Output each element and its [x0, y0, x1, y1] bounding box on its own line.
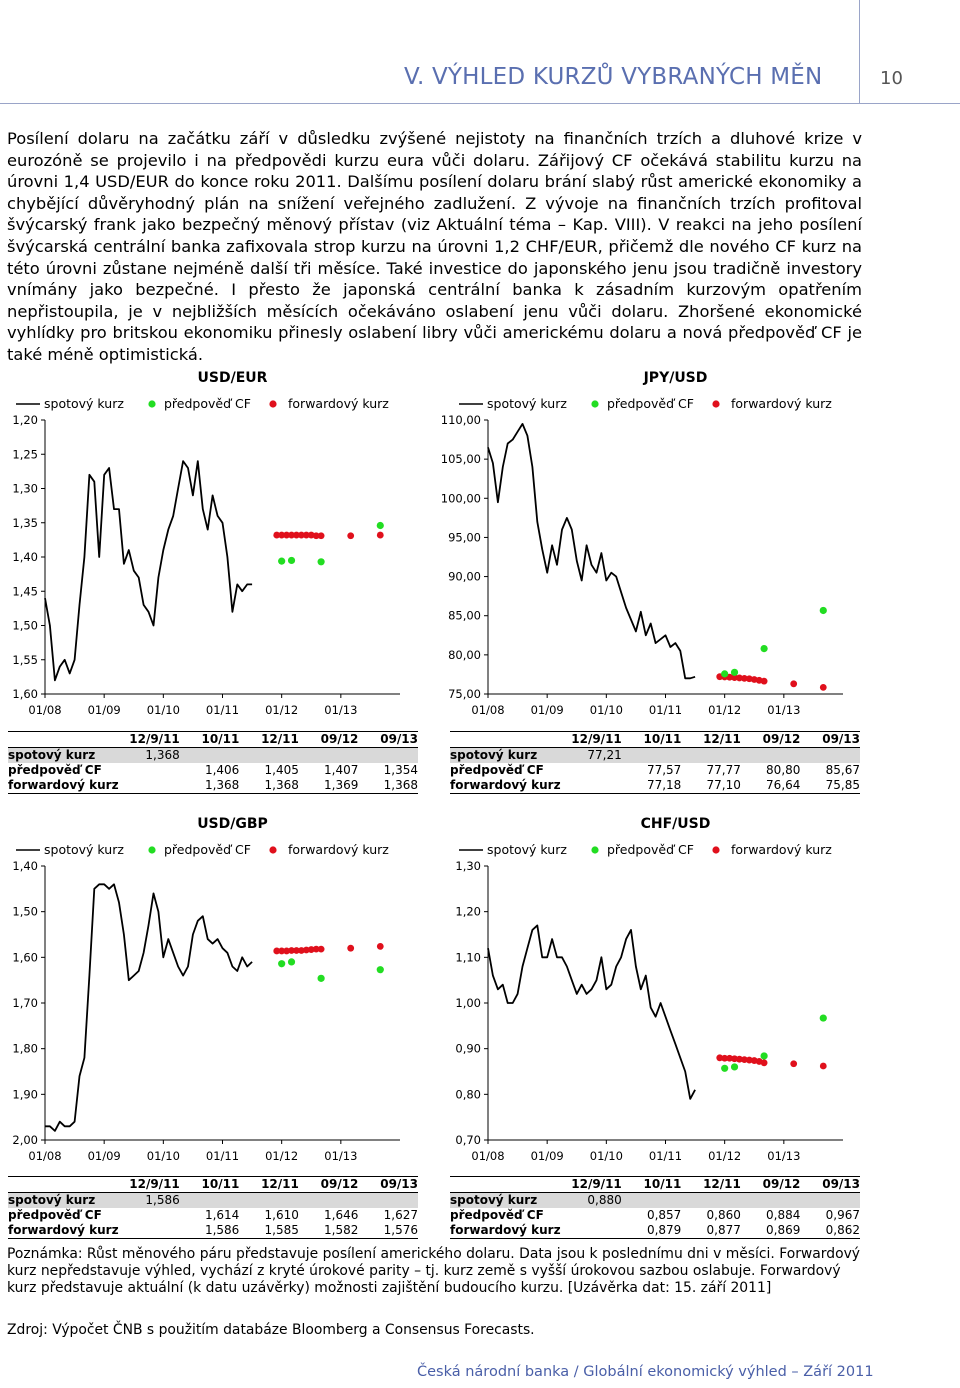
table-row-label: předpověď CF [450, 1208, 544, 1222]
legend-forward-marker [712, 846, 719, 853]
table-cell [120, 1223, 180, 1239]
legend-spot-label: spotový kurz [44, 842, 124, 857]
y-tick-label: 1,30 [12, 481, 38, 496]
table-usd-eur [8, 731, 418, 794]
table-row-forecast [8, 1208, 418, 1223]
legend-forecast-marker [148, 400, 155, 407]
forward-point [761, 1059, 768, 1066]
x-tick-label: 01/10 [589, 703, 623, 717]
y-tick-label: 1,20 [455, 904, 481, 919]
x-tick-label: 01/11 [205, 703, 240, 717]
table-row-forecast [450, 1208, 860, 1223]
table-cell [299, 1193, 359, 1209]
x-tick-label: 01/13 [767, 1149, 801, 1163]
footer: Česká národní banka / Globální ekonomický výhled – Září 2011 [417, 1364, 874, 1380]
table-corner [8, 732, 120, 748]
legend-forecast-label: předpověď CF [607, 842, 694, 857]
table-cell: 0,877 [681, 1223, 741, 1239]
table-cell: 85,67 [825, 763, 860, 777]
legend-forward-marker [269, 400, 276, 407]
y-tick-label: 80,00 [448, 647, 481, 662]
y-tick-label: 95,00 [448, 530, 481, 545]
table-cell [239, 748, 299, 764]
table-row-label: forwardový kurz [8, 1223, 119, 1237]
table-row-forward [8, 1223, 418, 1239]
y-tick-label: 0,90 [455, 1041, 481, 1056]
y-tick-label: 1,90 [12, 1087, 38, 1102]
table-usd-gbp [8, 1176, 418, 1239]
table-cell: 0,879 [622, 1223, 682, 1239]
table-cell: 76,64 [741, 778, 801, 794]
legend-spot-label: spotový kurz [487, 842, 567, 857]
table-cell: 0,862 [800, 1223, 860, 1239]
table-row-forecast [8, 763, 418, 778]
table-header-row [450, 1177, 860, 1193]
table-cell: 0,880 [562, 1193, 622, 1209]
header-vertical-divider [859, 0, 860, 104]
x-tick-label: 01/08 [471, 1149, 505, 1163]
y-tick-label: 90,00 [448, 569, 481, 584]
forecast-point [288, 958, 295, 965]
table-column-header: 12/11 [681, 732, 741, 748]
table-column-header: 12/11 [239, 1177, 299, 1193]
table-cell: 77,18 [622, 778, 682, 794]
legend-forward-label: forwardový kurz [288, 396, 389, 411]
y-tick-label: 1,30 [455, 859, 481, 873]
table-cell [239, 1193, 299, 1209]
table-row-label: předpověď CF [450, 763, 544, 777]
y-tick-label: 1,80 [12, 1041, 38, 1056]
table-cell: 1,368 [358, 778, 418, 794]
table-cell: 0,884 [766, 1208, 801, 1222]
table-row-spot [450, 748, 860, 764]
chart-usd-gbp [0, 808, 440, 1168]
forward-point [761, 678, 768, 685]
table-cell: 1,369 [299, 778, 359, 794]
y-tick-label: 1,40 [12, 550, 38, 564]
forecast-point [278, 960, 285, 967]
chart-title: USD/GBP [197, 816, 268, 832]
table-header-row [8, 1177, 418, 1193]
table-row-label: forwardový kurz [8, 778, 119, 792]
table-cell: 77,57 [646, 763, 682, 777]
legend-spot-label: spotový kurz [44, 396, 124, 411]
legend-forecast-label: předpověď CF [164, 396, 251, 411]
y-tick-label: 1,60 [12, 950, 38, 965]
forecast-point [377, 966, 384, 973]
legend-forward-marker [712, 400, 719, 407]
y-tick-label: 1,35 [12, 515, 38, 530]
y-tick-label: 1,20 [12, 413, 38, 427]
table-cell: 77,21 [562, 748, 622, 764]
forecast-point [288, 557, 295, 564]
table-column-header: 09/12 [741, 1177, 801, 1193]
legend-forward-label: forwardový kurz [731, 396, 832, 411]
table-cell: 0,967 [825, 1208, 860, 1222]
forward-point [318, 946, 325, 953]
forecast-point [761, 645, 768, 652]
page-title: V. VÝHLED KURZŮ VYBRANÝCH MĚN [404, 64, 823, 90]
table-column-header: 10/11 [622, 732, 682, 748]
table-header-row [450, 732, 860, 748]
chart-title: CHF/USD [640, 816, 711, 832]
x-tick-label: 01/11 [205, 1149, 240, 1163]
table-column-header: 09/12 [299, 1177, 359, 1193]
intro-text: Posílení dolaru na začátku září v důsledku zvýšené nejistoty na finančních trzích a dluhové krize v eurozóně se projevilo i na předpovědi kurzu eura vůči dolaru. Zářijový CF očekává stabilitu kurzu na úrovni 1,4 USD/EUR do konce roku 2011. Dalšímu posílení dolaru brání slabý růst americké ekonomiky a chybějící důvěryhodný plán na snížení veřejného zadlužení. Z vývoje na finančních trzích profitoval švýcarský frank jako bezpečný měnový přístav (viz Aktuální téma – Kap. VIII). V reakci na jeho posílení švýcarská centrální banka zafixovala strop kurzu na úrovni 1,2 CHF/EUR, přičemž dle nového CF kurz na této úrovni zůstane nejméně další tři měsíce. Také investice do japonského jenu jsou tradičně investory vnímány jako bezpečné. I přesto že japonská centrální banka k zásadním kurzovým opatřením nepřistoupila, je v nejbližších měsících očekáváno oslabení jenu vůči dolaru. Zhoršené ekonomické vyhlídky pro britskou ekonomiku přinesly oslabení libry vůči americkému dolaru a nová předpověď CF je také méně optimistická. [7, 129, 862, 364]
y-tick-label: 1,00 [455, 996, 481, 1010]
source: Zdroj: Výpočet ČNB s použitím databáze Bloomberg a Consensus Forecasts. [7, 1322, 535, 1338]
table-column-header: 09/13 [800, 1177, 860, 1193]
legend-forward-label: forwardový kurz [288, 842, 389, 857]
legend-forecast-label: předpověď CF [164, 842, 251, 857]
forward-point [347, 532, 354, 539]
legend-forecast-label: předpověď CF [607, 396, 694, 411]
forward-point [377, 532, 384, 539]
table-cell: 1,610 [264, 1208, 299, 1222]
table-row-spot [8, 1193, 418, 1209]
chart-svg [0, 362, 440, 722]
x-tick-label: 01/09 [87, 703, 121, 717]
y-tick-label: 1,55 [12, 652, 38, 667]
table-corner [450, 1177, 562, 1193]
chart-usd-eur [0, 362, 440, 722]
x-tick-label: 01/11 [648, 703, 683, 717]
table-column-header: 12/9/11 [562, 732, 622, 748]
y-tick-label: 1,50 [12, 618, 38, 633]
forecast-point [761, 1052, 768, 1059]
table-column-header: 10/11 [180, 732, 240, 748]
table-jpy-usd [450, 731, 860, 794]
legend-forward-marker [269, 846, 276, 853]
x-tick-label: 01/12 [708, 703, 742, 717]
table-row-label: forwardový kurz [450, 1223, 561, 1237]
chart-svg [443, 808, 883, 1168]
y-tick-label: 1,60 [12, 687, 38, 701]
table-cell: 0,857 [646, 1208, 682, 1222]
y-tick-label: 105,00 [440, 452, 481, 467]
table-cell [120, 763, 180, 778]
forward-point [820, 684, 827, 691]
table-cell [562, 1223, 622, 1239]
table-row-label: spotový kurz [8, 1193, 120, 1209]
x-tick-label: 01/13 [767, 703, 801, 717]
spot-series-line [45, 884, 252, 1131]
forward-point [790, 1060, 797, 1067]
table-cell: 77,77 [706, 763, 741, 777]
table-row-spot [8, 748, 418, 764]
table-cell [562, 778, 622, 794]
table-row-forward [8, 778, 418, 794]
table-cell: 1,627 [383, 1208, 418, 1222]
table-cell [299, 748, 359, 764]
forecast-point [820, 607, 827, 614]
table-column-header: 09/13 [800, 732, 860, 748]
chart-title: USD/EUR [197, 370, 268, 386]
table-cell: 0,860 [706, 1208, 741, 1222]
chart-svg [0, 808, 440, 1168]
x-tick-label: 01/10 [146, 1149, 180, 1163]
table-column-header: 10/11 [180, 1177, 240, 1193]
table-row-label: spotový kurz [8, 748, 120, 764]
table-cell: 1,368 [239, 778, 299, 794]
table-cell [120, 1208, 180, 1223]
legend-spot-label: spotový kurz [487, 396, 567, 411]
x-tick-label: 01/08 [28, 1149, 62, 1163]
table-column-header: 12/11 [239, 732, 299, 748]
forecast-point [377, 522, 384, 529]
table-cell: 1,368 [180, 778, 240, 794]
spot-series-line [488, 925, 695, 1099]
legend-forecast-marker [148, 846, 155, 853]
x-tick-label: 01/13 [324, 703, 358, 717]
table-corner [450, 732, 562, 748]
table-cell: 1,576 [358, 1223, 418, 1239]
table-cell: 1,354 [383, 763, 418, 777]
table-header-row [8, 732, 418, 748]
x-tick-label: 01/10 [589, 1149, 623, 1163]
table-cell [622, 748, 682, 764]
table-chf-usd [450, 1176, 860, 1239]
table-row-label: předpověď CF [8, 1208, 102, 1222]
table-cell: 1,368 [120, 748, 180, 764]
table-cell: 77,10 [681, 778, 741, 794]
forecast-point [820, 1014, 827, 1021]
table-row-label: předpověď CF [8, 763, 102, 777]
forecast-point [278, 558, 285, 565]
table-column-header: 09/12 [299, 732, 359, 748]
header-horizontal-divider [0, 103, 960, 104]
y-tick-label: 1,10 [455, 950, 481, 965]
y-tick-label: 1,70 [12, 996, 38, 1010]
table-cell [681, 1193, 741, 1209]
x-tick-label: 01/09 [530, 1149, 564, 1163]
page-number: 10 [880, 68, 903, 89]
y-tick-label: 1,45 [12, 584, 38, 599]
legend-forecast-marker [591, 400, 598, 407]
table-row-forward [450, 1223, 860, 1239]
table-column-header: 09/13 [358, 1177, 418, 1193]
x-tick-label: 01/10 [146, 703, 180, 717]
forecast-point [721, 670, 728, 677]
table-row-spot [450, 1193, 860, 1209]
x-tick-label: 01/12 [265, 703, 299, 717]
table-column-header: 12/9/11 [562, 1177, 622, 1193]
x-tick-label: 01/09 [87, 1149, 121, 1163]
x-tick-label: 01/08 [28, 703, 62, 717]
y-tick-label: 2,00 [12, 1133, 38, 1147]
y-tick-label: 0,70 [455, 1133, 481, 1147]
table-cell [562, 763, 622, 778]
table-cell: 1,586 [120, 1193, 180, 1209]
x-tick-label: 01/13 [324, 1149, 358, 1163]
table-column-header: 12/11 [681, 1177, 741, 1193]
chart-jpy-usd [440, 362, 883, 722]
y-tick-label: 1,25 [12, 447, 38, 462]
legend-forecast-marker [591, 846, 598, 853]
table-cell [562, 1208, 622, 1223]
table-cell: 0,869 [741, 1223, 801, 1239]
forward-point [318, 532, 325, 539]
x-tick-label: 01/11 [648, 1149, 683, 1163]
note [7, 1246, 867, 1297]
table-cell [681, 748, 741, 764]
table-cell: 1,582 [299, 1223, 359, 1239]
table-column-header: 12/9/11 [120, 732, 180, 748]
table-cell [180, 1193, 240, 1209]
x-tick-label: 01/08 [471, 703, 505, 717]
table-row-label: spotový kurz [450, 748, 562, 764]
table-cell: 1,407 [324, 763, 359, 777]
table-cell: 1,614 [204, 1208, 240, 1222]
y-tick-label: 85,00 [448, 608, 481, 623]
forward-point [820, 1063, 827, 1070]
y-tick-label: 100,00 [440, 491, 481, 506]
table-column-header: 10/11 [622, 1177, 682, 1193]
table-cell [358, 1193, 418, 1209]
table-column-header: 09/12 [741, 732, 801, 748]
table-column-header: 09/13 [358, 732, 418, 748]
forecast-point [318, 975, 325, 982]
table-row-forecast [450, 763, 860, 778]
table-row-forward [450, 778, 860, 794]
forecast-point [731, 669, 738, 676]
x-tick-label: 01/09 [530, 703, 564, 717]
intro-paragraph [7, 128, 862, 366]
table-cell [741, 1193, 801, 1209]
y-tick-label: 0,80 [455, 1087, 481, 1102]
chart-title: JPY/USD [643, 370, 708, 386]
spot-series-line [488, 424, 695, 678]
spot-series-line [45, 461, 252, 680]
table-cell: 1,406 [204, 763, 240, 777]
x-tick-label: 01/12 [708, 1149, 742, 1163]
legend-forward-label: forwardový kurz [731, 842, 832, 857]
table-cell: 1,585 [239, 1223, 299, 1239]
table-corner [8, 1177, 120, 1193]
y-tick-label: 1,40 [12, 859, 38, 873]
table-cell [800, 748, 860, 764]
table-cell [800, 1193, 860, 1209]
table-cell [741, 748, 801, 764]
y-tick-label: 1,50 [12, 904, 38, 919]
y-tick-label: 75,00 [448, 687, 481, 701]
forward-point [377, 943, 384, 950]
table-row-label: spotový kurz [450, 1193, 562, 1209]
chart-svg [440, 362, 883, 722]
table-cell [358, 748, 418, 764]
table-cell: 75,85 [800, 778, 860, 794]
forward-point [347, 945, 354, 952]
y-tick-label: 110,00 [440, 413, 481, 427]
table-cell [120, 778, 180, 794]
table-cell: 80,80 [766, 763, 801, 777]
table-cell: 1,646 [324, 1208, 359, 1222]
table-cell [180, 748, 240, 764]
chart-chf-usd [443, 808, 883, 1168]
table-cell: 1,586 [180, 1223, 240, 1239]
table-cell: 1,405 [264, 763, 299, 777]
forecast-point [318, 558, 325, 565]
forecast-point [731, 1063, 738, 1070]
note-text: Poznámka: Růst měnového páru představuje posílení amerického dolaru. Data jsou k poslednímu dni v měsíci. Forwardový kurz nepředstavuje výhled, vychází z kryté úrokové parity – tj. kurz země s vyšší úrokovou sazbou oslabuje. Forwardový kurz představuje aktuální (k datu uzávěrky) možnosti zajištění budoucího kurzu. [Uzávěrka dat: 15. září 2011] [7, 1246, 861, 1296]
table-column-header: 12/9/11 [120, 1177, 180, 1193]
forward-point [790, 680, 797, 687]
x-tick-label: 01/12 [265, 1149, 299, 1163]
table-cell [622, 1193, 682, 1209]
table-row-label: forwardový kurz [450, 778, 561, 792]
forecast-point [721, 1065, 728, 1072]
